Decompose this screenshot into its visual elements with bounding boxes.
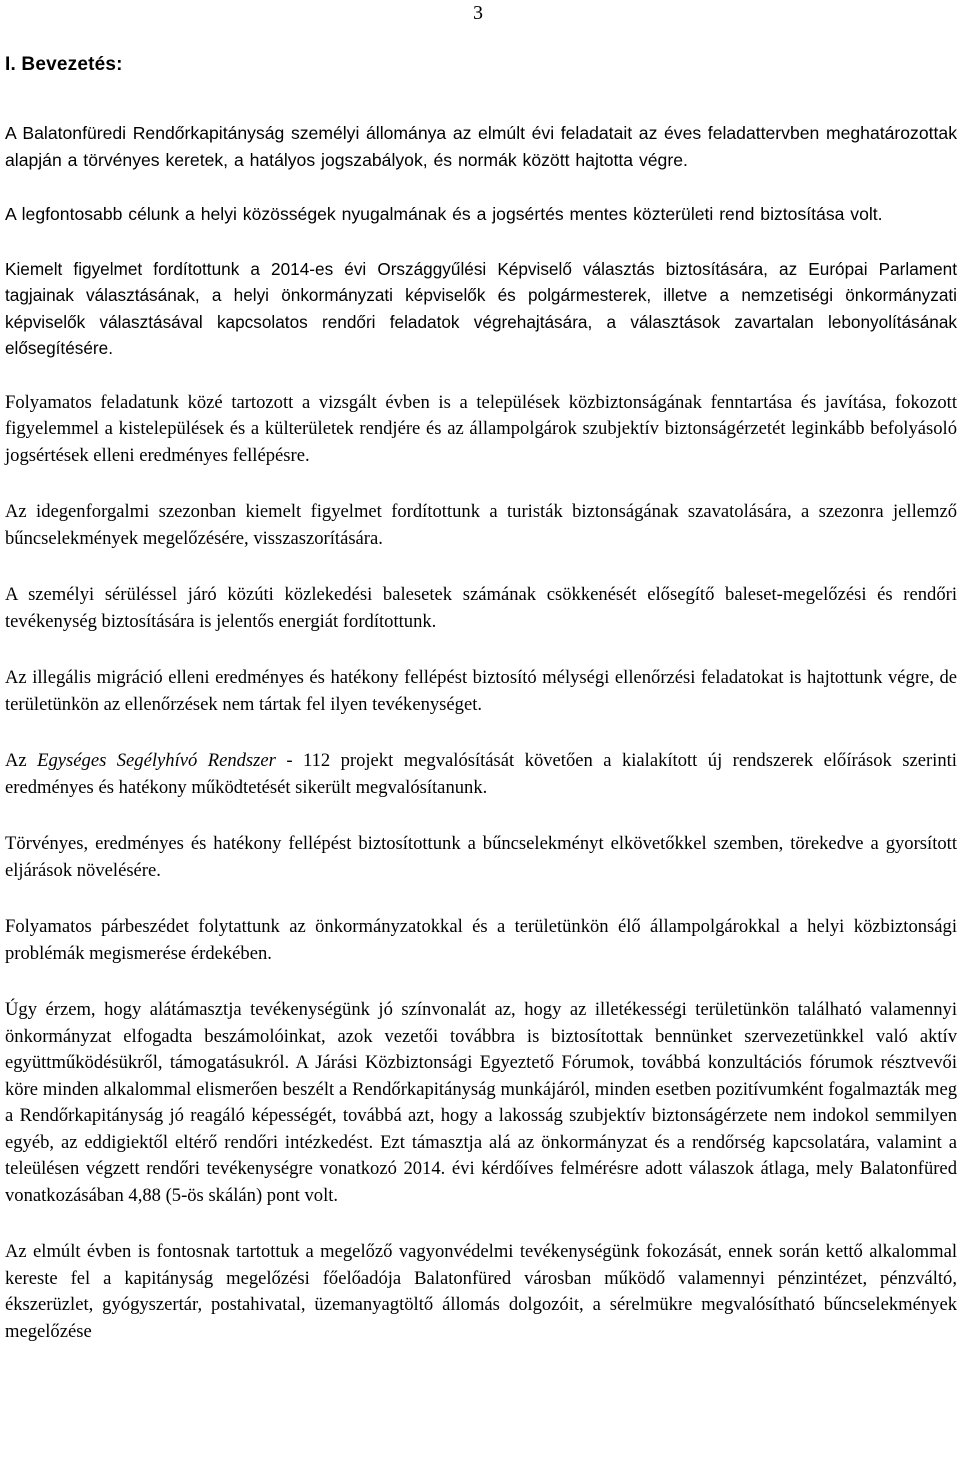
document-body (5, 120, 957, 1345)
page-number: 3 (473, 2, 483, 24)
paragraph-8-end: - 112 projekt megvalósítását követően a kialakított új rendszerek előírások szerinti eredményes és hatékony működtetését sikerült megvalósítanunk. (5, 750, 957, 798)
paragraph-4: Folyamatos feladatunk közé tartozott a vizsgált évben is a települések közbiztonságának fenntartása és javítása, fokozott figyelemmel a kistelepülések és a külterületek rendjére és az állampolgárok szubjektív biztonságérzetét leginkább befolyásoló jogsértések elleni eredményes fellépésre. (5, 391, 957, 466)
paragraph-12: Az elmúlt évben is fontosnak tartottuk a megelőző vagyonvédelmi tevékenységünk fokozását, ennek során kettő alkalommal kereste fel a kapitányság megelőzési főelőadója Balatonfüred városban működő valamennyi pénzintézet, pénzváltó, ékszerüzlet, gyógyszertár, postahivatal, üzemanyagtöltő állomás dolgozóit, a sérelmükre megvalósítható bűncselekmények megelőzése (5, 1241, 957, 1342)
paragraph-9: Törvényes, eredményes és hatékony fellépést biztosítottunk a bűncselekményt elkövetőkkel szemben, törekedve a gyorsított eljárások növelésére. (5, 833, 957, 881)
paragraph-8-start: Az (5, 750, 38, 771)
paragraph-5: Az idegenforgalmi szezonban kiemelt figyelmet fordítottunk a turisták biztonságának szavatolására, a szezonra jellemző bűncselekmények megelőzésére, visszaszorítására. (5, 501, 957, 549)
paragraph-7: Az illegális migráció elleni eredményes és hatékony fellépést biztosító mélységi ellenőrzési feladatokat is hajtottunk végre, de területünkön az ellenőrzések nem tártak fel ilyen tevékenységet. (5, 667, 957, 715)
section-heading: I. Bevezetés: (5, 54, 123, 75)
paragraph-8 (5, 748, 957, 801)
paragraph-8-italic: Egységes Segélyhívó Rendszer (37, 750, 276, 771)
paragraph-1: A Balatonfüredi Rendőrkapitányság személyi állománya az elmúlt évi feladatait az éves feladattervben meghatározottak alapján a törvényes keretek, a hatályos jogszabályok, és normák között hajtotta végre. (5, 123, 957, 170)
paragraph-6: A személyi sérüléssel járó közúti közlekedési balesetek számának csökkenését elősegítő baleset-megelőzési és rendőri tevékenység biztosítására is jelentős energiát fordítottunk. (5, 584, 957, 632)
paragraph-2: A legfontosabb célunk a helyi közösségek nyugalmának és a jogsértés mentes közterületi rend biztosítása volt. (5, 204, 883, 224)
paragraph-10: Folyamatos párbeszédet folytattunk az önkormányzatokkal és a területünkön élő állampolgárokkal a helyi közbiztonsági problémák megismerése érdekében. (5, 916, 957, 964)
paragraph-11: Úgy érzem, hogy alátámasztja tevékenységünk jó színvonalát az, hogy az illetékességi területünkön található valamennyi önkormányzat elfogadta beszámolóinkat, azok vezetői továbbra is biztosítottak bennünket szervezetünkkel való aktív együttműködésükről, támogatásukról. A Járási Közbiztonsági Egyeztető Fórumok, továbbá konzultációs fórumok résztvevői köre minden alkalommal elismerően beszélt a Rendőrkapitányság munkájáról, minden esetben pozitívumként fogalmazták meg a Rendőrkapitányság jó reagáló képességét, továbbá azt, hogy a lakosság szubjektív biztonságérzete nem indokol semmilyen egyéb, az eddigiektől eltérő rendőri intézkedést. Ezt támasztja alá az önkormányzat és a rendőrség kapcsolatára, valamint a teleülésen végzett rendőri tevékenységre vonatkozó 2014. évi kérdőíves felmérésre adott válaszok átlaga, mely Balatonfüred vonatkozásában 4,88 (5-ös skálán) pont volt. (5, 999, 957, 1206)
paragraph-3: Kiemelt figyelmet fordítottunk a 2014-es évi Országgyűlési Képviselő választás biztosítására, az Európai Parlament tagjainak választásának, a helyi önkormányzati képviselők és polgármesterek, illetve a nemzetiségi önkormányzati képviselők választásával kapcsolatos rendőri feladatok végrehajtására, a választások zavartalan lebonyolításának elősegítésére. (5, 258, 957, 358)
